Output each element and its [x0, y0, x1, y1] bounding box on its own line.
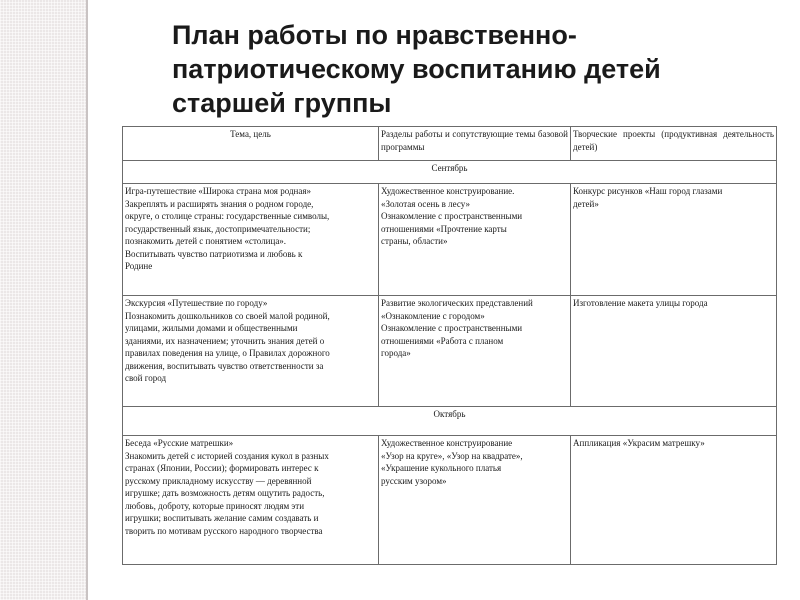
cell-line: улицами, жилыми домами и общественными: [125, 323, 298, 333]
month-label-september: Сентябрь: [123, 161, 777, 184]
cell-line: Развитие экологических представлений: [381, 298, 533, 308]
cell-line: «Узор на круге», «Узор на квадрате»,: [381, 450, 523, 461]
table-row: [123, 184, 777, 296]
cell-line: государственный язык, достопримечательности;: [125, 223, 311, 234]
cell-line: города»: [381, 348, 411, 358]
cell-line: Художественное конструирование: [381, 438, 513, 448]
cell-line: Воспитывать чувство патриотизма и любовь к: [125, 248, 303, 259]
page-title: [172, 18, 772, 120]
table-row: [123, 296, 777, 407]
cell-topic-goal: [123, 184, 379, 296]
cell-line: Беседа «Русские матрешки»: [125, 438, 234, 448]
cell-line: странах (Японии, России); формировать интерес к: [125, 463, 319, 473]
cell-line: Экскурсия «Путешествие по городу»: [125, 298, 268, 308]
cell-line: Закреплять и расширять знания о родном городе,: [125, 198, 314, 209]
cell-line: детей»: [573, 198, 599, 209]
cell-line: страны, области»: [381, 236, 448, 246]
cell-line: Художественное конструирование.: [381, 186, 515, 196]
cell-line: «Ознакомление с городом»: [381, 310, 485, 321]
table-header-row: [123, 127, 777, 161]
cell-line: движения, воспитывать чувство ответственности за: [125, 360, 324, 371]
cell-line: Родине: [125, 261, 153, 271]
cell-topic-goal: [123, 436, 379, 565]
header-topic-goal: Тема, цель: [123, 127, 379, 161]
cell-line: «Украшение кукольного платья: [381, 463, 502, 473]
decorative-side-strip: [0, 0, 88, 600]
cell-line: творить по мотивам русского народного творчества: [125, 525, 323, 536]
month-row-september: [123, 161, 777, 184]
cell-line: Конкурс рисунков «Наш город глазами: [573, 186, 723, 196]
cell-line: Ознакомление с пространственными: [381, 211, 523, 221]
cell-topic-goal: [123, 296, 379, 407]
work-plan-table: [122, 126, 777, 565]
header-work-sections: Разделы работы и сопутствующие темы базовой программы: [379, 127, 571, 161]
title-line: старшей группы: [172, 88, 392, 118]
cell-work-sections: [379, 436, 571, 565]
cell-work-sections: [379, 184, 571, 296]
cell-line: игрушке; дать возможность детям ощутить радость,: [125, 488, 325, 498]
cell-line: русскому прикладному искусству — деревянной: [125, 475, 312, 486]
month-row-october: [123, 407, 777, 436]
cell-line: русским узором»: [381, 475, 447, 486]
cell-creative-projects: [571, 184, 777, 296]
cell-work-sections: [379, 296, 571, 407]
title-line: патриотическому воспитанию детей: [172, 54, 661, 84]
cell-line: свой город: [125, 373, 167, 383]
header-creative-projects: Творческие проекты (продуктивная деятельность детей): [571, 127, 777, 161]
cell-line: отношениями «Работа с планом: [381, 335, 504, 346]
cell-line: отношениями «Прочтение карты: [381, 223, 507, 234]
cell-line: Аппликация «Украсим матрешку»: [573, 438, 705, 448]
cell-creative-projects: [571, 296, 777, 407]
cell-creative-projects: [571, 436, 777, 565]
month-label-october: Октябрь: [123, 407, 777, 436]
cell-line: правилах поведения на улице, о Правилах дорожного: [125, 348, 330, 358]
title-line: План работы по нравственно-: [172, 20, 577, 50]
cell-line: округе, о столице страны: государственные символы,: [125, 211, 330, 221]
cell-line: Игра-путешествие «Широка страна моя родная»: [125, 186, 311, 196]
cell-line: любовь, доброту, которые приносят людям эти: [125, 500, 305, 511]
cell-line: игрушки; воспитывать желание самим создавать и: [125, 513, 319, 523]
cell-line: «Золотая осень в лесу»: [381, 198, 470, 209]
cell-line: Познакомить дошкольников со своей малой родиной,: [125, 310, 330, 321]
cell-line: зданиями, их назначением; уточнить знания детей о: [125, 335, 325, 346]
cell-line: познакомить детей с понятием «столица».: [125, 236, 287, 246]
cell-line: Изготовление макета улицы города: [573, 298, 708, 308]
table-row: [123, 436, 777, 565]
cell-line: Знакомить детей с историей создания кукол в разных: [125, 450, 329, 461]
cell-line: Ознакомление с пространственными: [381, 323, 523, 333]
